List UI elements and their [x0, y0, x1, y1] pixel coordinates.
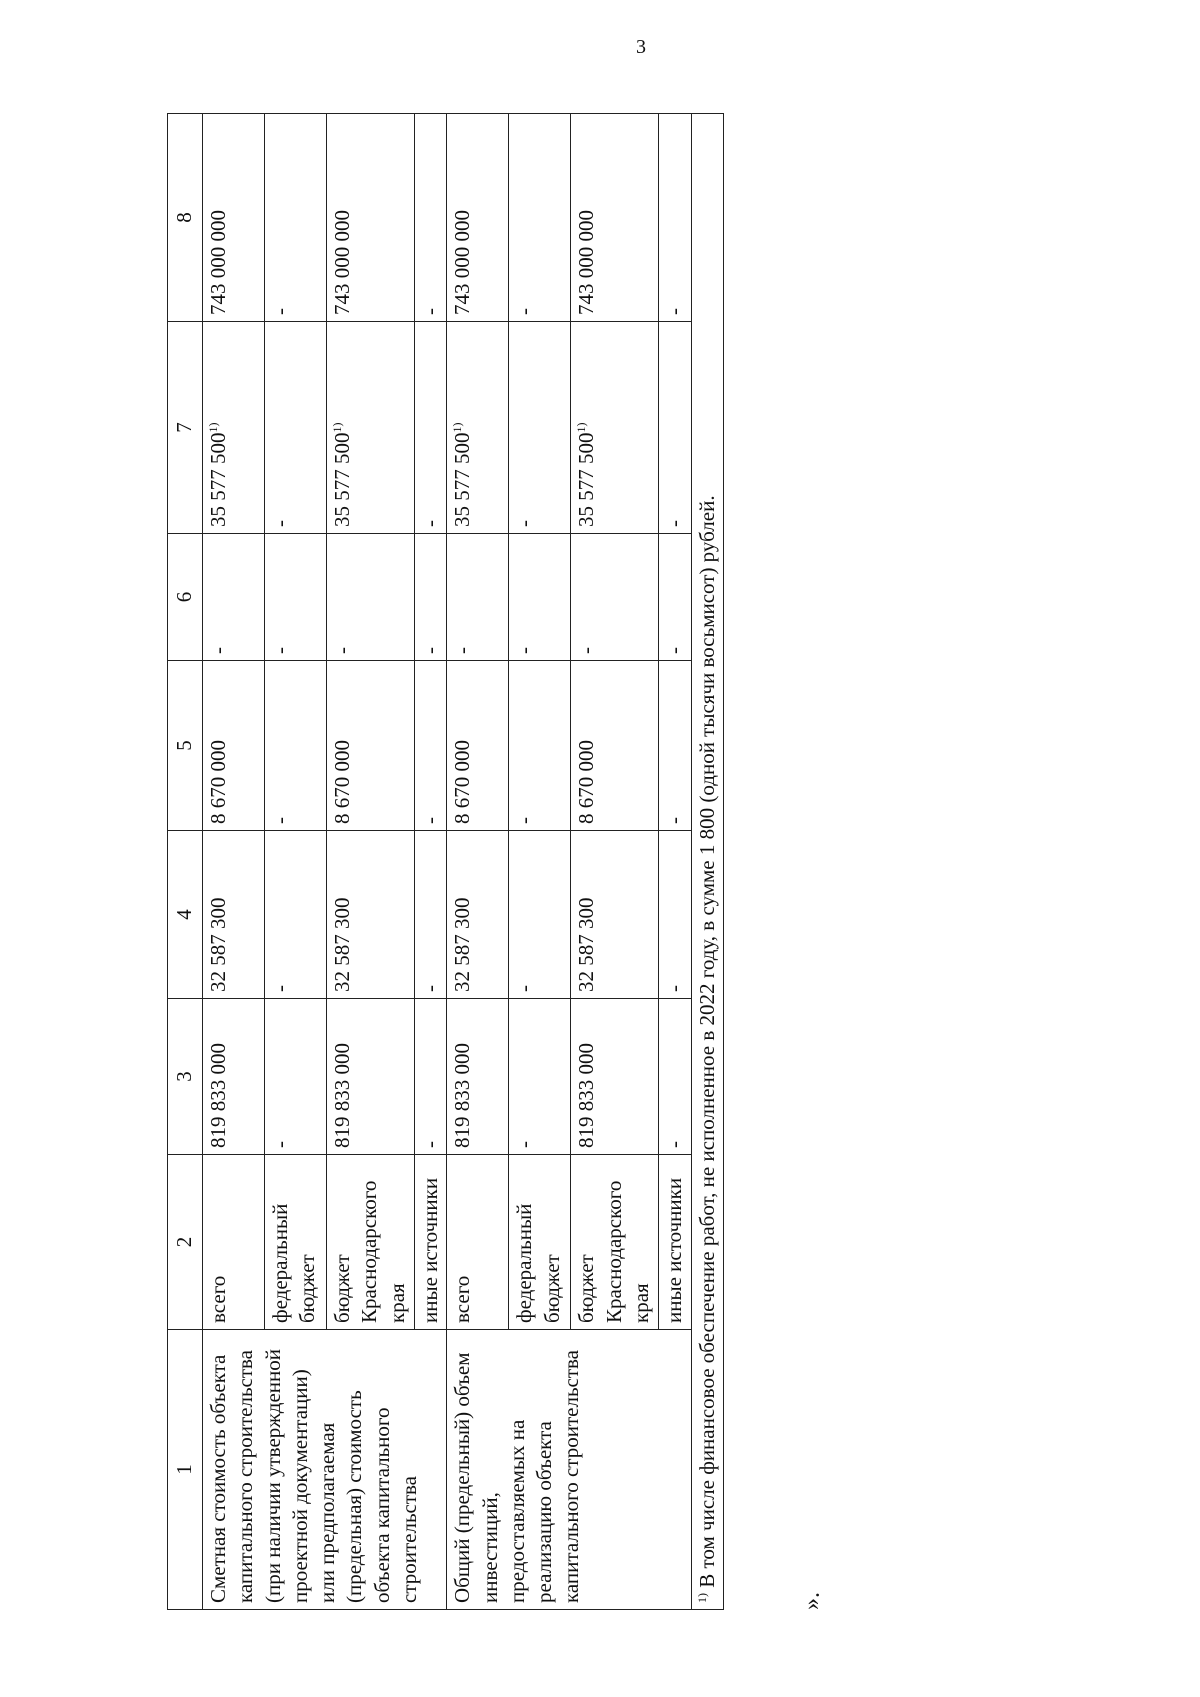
group-title: Общий (предельный) объем инвестиций, предоставляемых на реализацию объекта капитального строительства: [447, 1330, 691, 1610]
value-cell: -: [265, 661, 327, 831]
source-cell: бюджет Краснодарского края: [571, 1155, 659, 1330]
value-cell: [203, 322, 265, 534]
table-row: [447, 114, 509, 1610]
value-cell: -: [659, 999, 691, 1155]
page-number: 3: [636, 36, 646, 58]
value-cell: -: [265, 999, 327, 1155]
value-cell: -: [571, 534, 659, 661]
value-cell: -: [327, 534, 415, 661]
value-text: 35 577 500: [450, 432, 475, 527]
group-title: Сметная стоимость объекта капитального строительства (при наличии утвержденной проектной документации) или предполагаемая (предельная) стоимость объекта капитального строительства: [203, 1330, 447, 1610]
value-cell: [659, 322, 691, 534]
value-cell: -: [265, 534, 327, 661]
table-row: [203, 114, 265, 1610]
rotated-table-area: [167, 114, 825, 1610]
value-cell: 819 833 000: [447, 999, 509, 1155]
source-cell: иные источники: [415, 1155, 447, 1330]
value-cell: -: [509, 534, 571, 661]
footnote-mark: 1): [694, 1593, 709, 1603]
column-number: 4: [168, 831, 203, 999]
value-cell: 32 587 300: [571, 831, 659, 999]
footnote-ref: 1): [574, 422, 589, 433]
value-text: 35 577 500: [574, 432, 599, 527]
value-cell: [571, 322, 659, 534]
value-cell: 743 000 000: [203, 114, 265, 322]
value-cell: 743 000 000: [327, 114, 415, 322]
value-cell: 8 670 000: [447, 661, 509, 831]
value-cell: -: [203, 534, 265, 661]
value-cell: 32 587 300: [327, 831, 415, 999]
column-number: 6: [168, 534, 203, 661]
value-cell: 743 000 000: [571, 114, 659, 322]
source-cell: всего: [203, 1155, 265, 1330]
column-number: 2: [168, 1155, 203, 1330]
value-cell: 819 833 000: [327, 999, 415, 1155]
value-cell: -: [509, 114, 571, 322]
footnote-ref: 1): [330, 422, 344, 433]
value-cell: [447, 322, 509, 534]
value-cell: 8 670 000: [327, 661, 415, 831]
column-number: 5: [168, 661, 203, 831]
value-text: -: [268, 520, 292, 527]
value-cell: -: [415, 661, 447, 831]
footnote-text: В том числе финансовое обеспечение работ, не исполненное в 2022 году, в сумме 1 800 (одной тысячи восьмисот) рублей.: [694, 495, 719, 1593]
footnote-ref: 1): [450, 422, 465, 433]
value-cell: -: [265, 114, 327, 322]
value-cell: 819 833 000: [571, 999, 659, 1155]
column-number: 3: [168, 999, 203, 1155]
column-number: 7: [168, 322, 203, 534]
value-cell: 32 587 300: [447, 831, 509, 999]
value-cell: 8 670 000: [203, 661, 265, 831]
source-cell: федеральный бюджет: [265, 1155, 327, 1330]
value-cell: -: [659, 661, 691, 831]
value-cell: -: [659, 534, 691, 661]
value-cell: -: [415, 831, 447, 999]
value-cell: -: [447, 534, 509, 661]
value-cell: [327, 322, 415, 534]
value-text: 35 577 500: [330, 432, 354, 527]
source-cell: всего: [447, 1155, 509, 1330]
value-cell: 743 000 000: [447, 114, 509, 322]
value-cell: 819 833 000: [203, 999, 265, 1155]
column-number: 8: [168, 114, 203, 322]
value-cell: -: [415, 534, 447, 661]
financing-table: [167, 113, 724, 1610]
value-cell: 8 670 000: [571, 661, 659, 831]
value-text: 35 577 500: [206, 432, 230, 527]
value-text: -: [512, 520, 537, 527]
value-cell: [415, 322, 447, 534]
value-cell: [265, 322, 327, 534]
closing-quote: ».: [799, 1592, 825, 1610]
value-cell: -: [415, 999, 447, 1155]
value-cell: [509, 322, 571, 534]
column-number: 1: [168, 1330, 203, 1610]
value-cell: 32 587 300: [203, 831, 265, 999]
footnote: [691, 114, 723, 1610]
value-cell: -: [265, 831, 327, 999]
value-text: -: [662, 520, 687, 527]
source-cell: федеральный бюджет: [509, 1155, 571, 1330]
column-number-row: [168, 114, 203, 1610]
value-cell: -: [659, 831, 691, 999]
footnote-row: [691, 114, 723, 1610]
value-text: -: [418, 520, 442, 527]
value-cell: -: [509, 999, 571, 1155]
value-cell: -: [509, 661, 571, 831]
footnote-ref: 1): [206, 422, 220, 433]
source-cell: иные источники: [659, 1155, 691, 1330]
value-cell: -: [509, 831, 571, 999]
value-cell: -: [415, 114, 447, 322]
value-cell: -: [659, 114, 691, 322]
source-cell: бюджет Краснодарского края: [327, 1155, 415, 1330]
